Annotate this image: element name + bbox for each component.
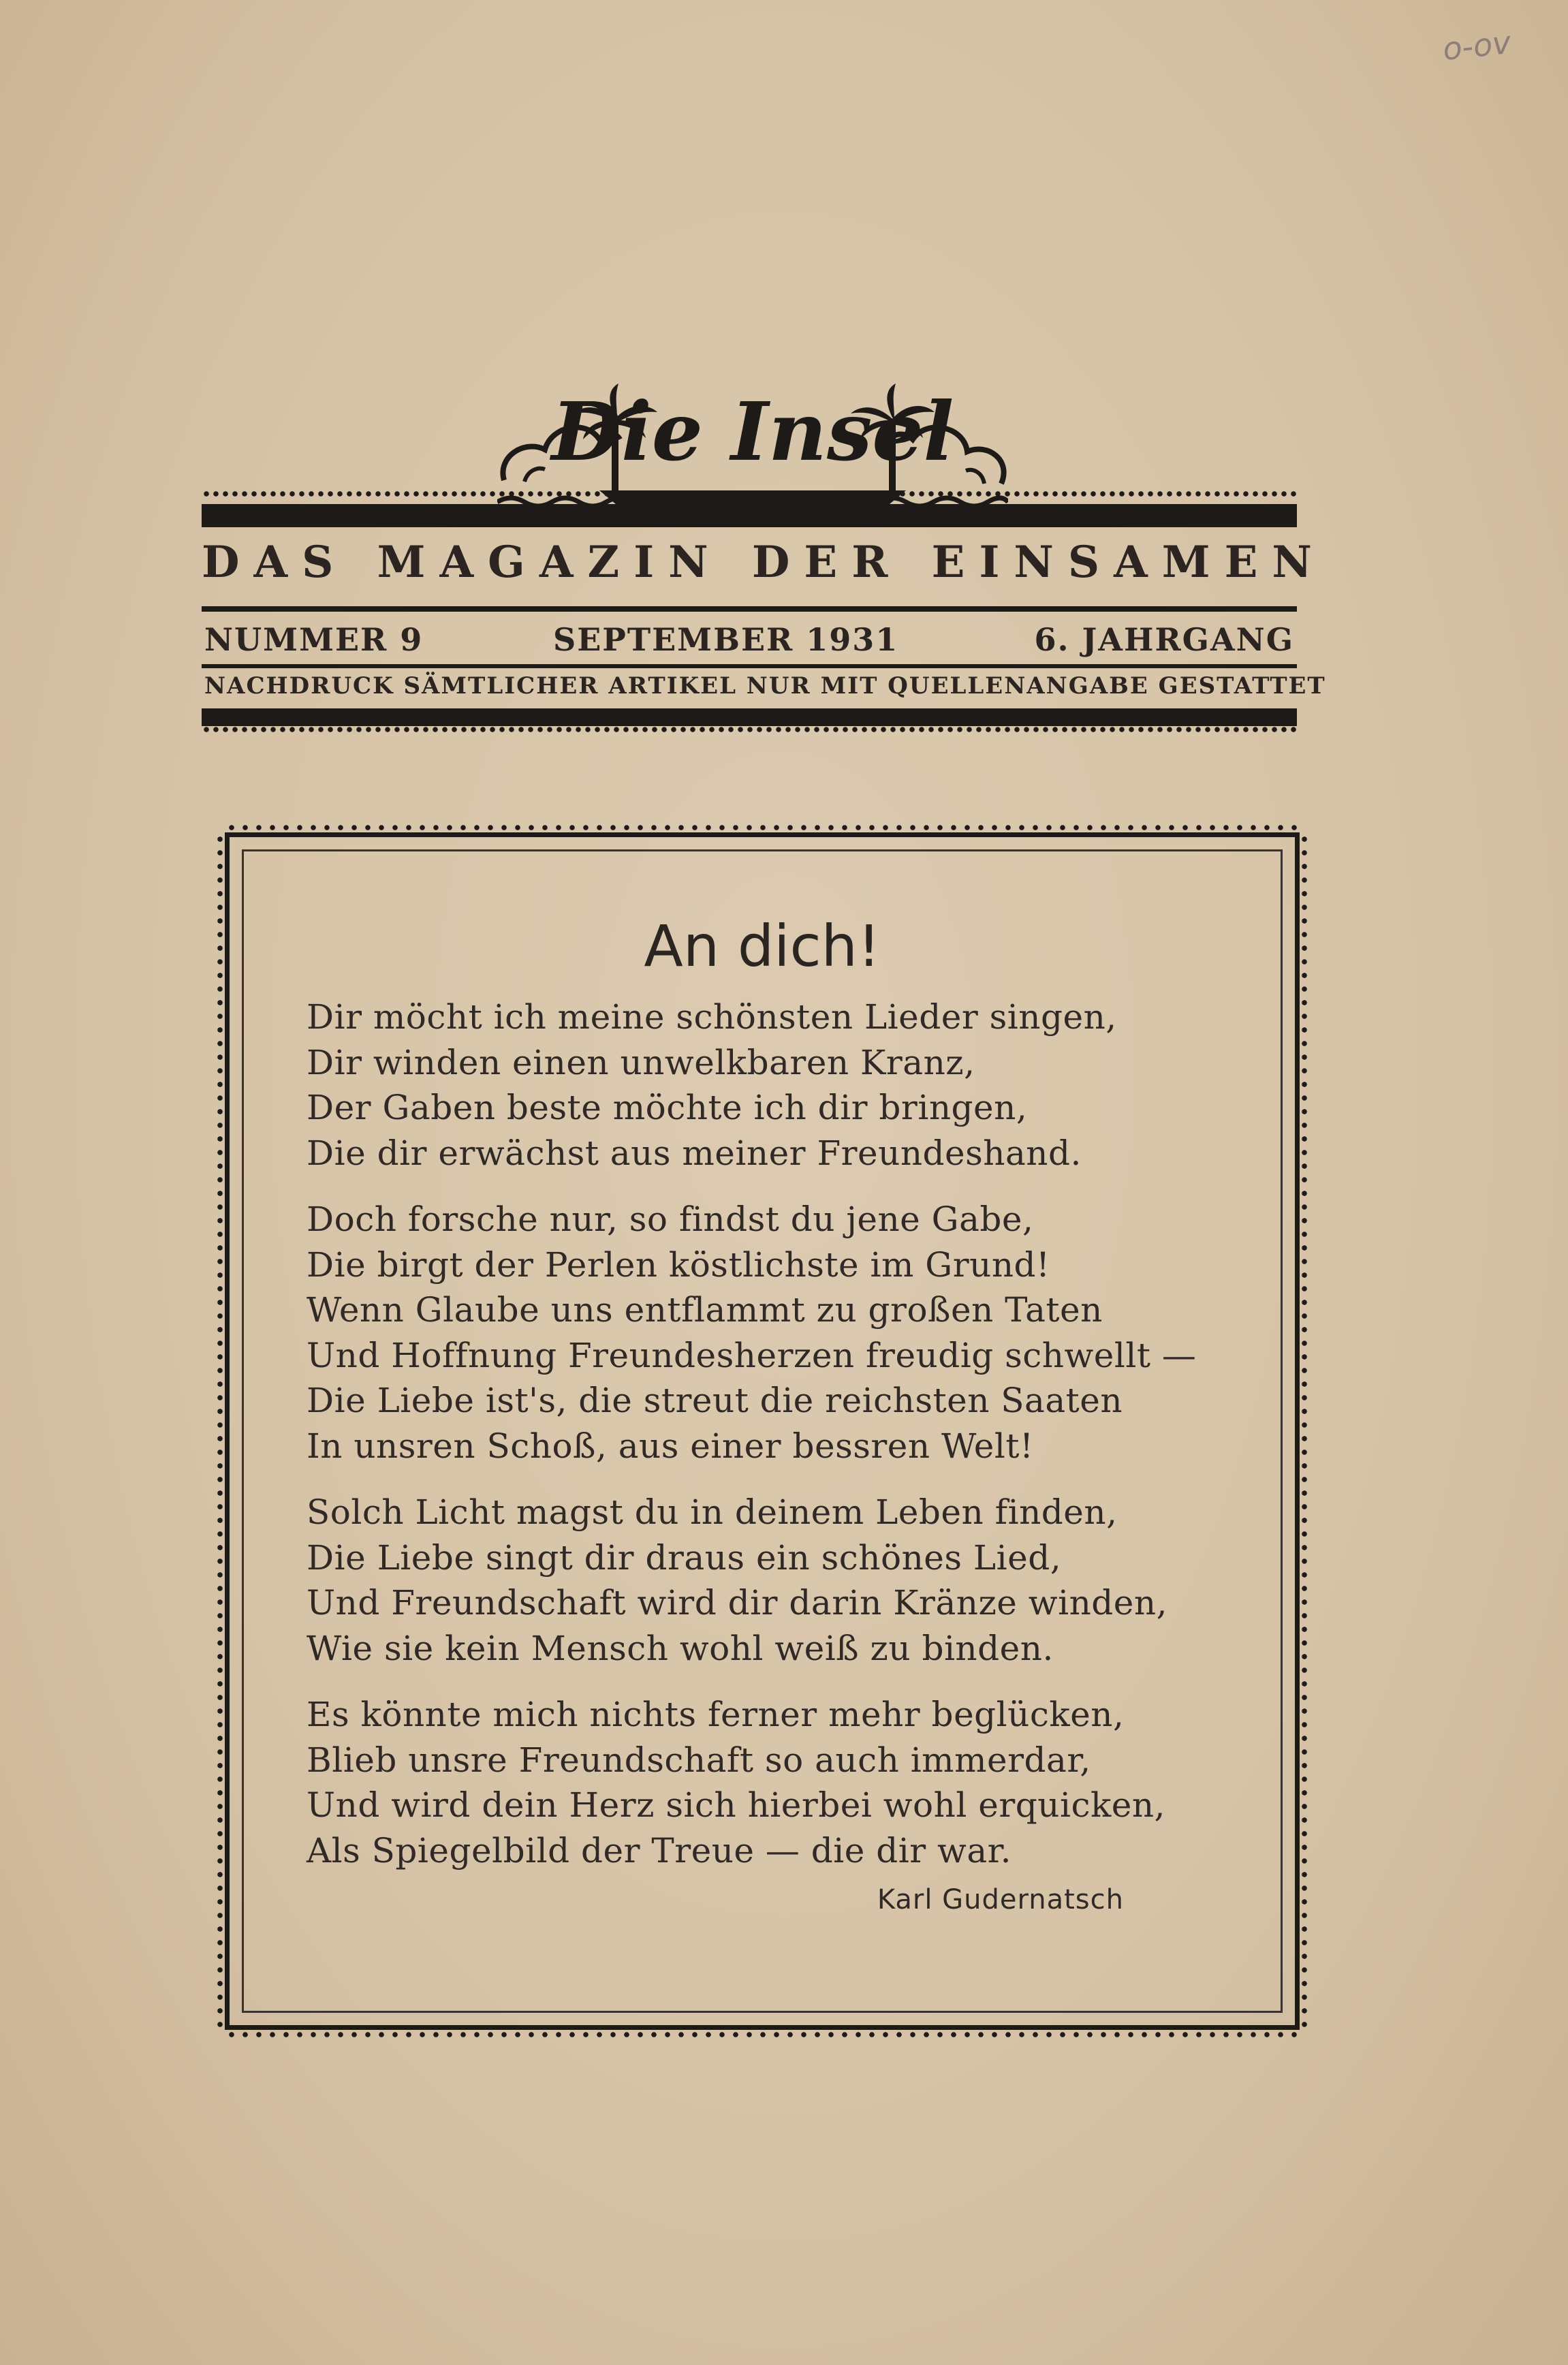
poem-line: Die Liebe singt dir draus ein schönes Lied, — [307, 1537, 1062, 1578]
poem-line: Und Freundschaft wird dir darin Kränze winden, — [307, 1583, 1167, 1623]
issue-volume: 6. JAHRGANG — [1034, 621, 1294, 658]
frame-dotted-edge-top — [225, 824, 1300, 831]
svg-text:Die Insel: Die Insel — [551, 384, 954, 479]
poem-title: An dich! — [644, 913, 881, 980]
issue-date: SEPTEMBER 1931 — [553, 621, 899, 658]
heavy-rule — [202, 708, 1297, 726]
poem-stanza-2 — [307, 1197, 1246, 1469]
poem-line: Solch Licht magst du in deinem Leben finden, — [307, 1492, 1118, 1532]
issue-number: NUMMER 9 — [204, 621, 424, 658]
frame-dotted-edge-bottom — [225, 2031, 1300, 2038]
poem-line: Wenn Glaube uns entflammt zu großen Taten — [307, 1290, 1103, 1330]
poem-stanza-1 — [307, 994, 1246, 1176]
poem-stanza-3 — [307, 1490, 1246, 1671]
poem-line: In unsren Schoß, aus einer bessren Welt! — [307, 1426, 1034, 1466]
poem-line: Wie sie kein Mensch wohl weiß zu binden. — [307, 1628, 1054, 1668]
frame-dotted-edge-right — [1301, 832, 1308, 2030]
poem-line: Die birgt der Perlen köstlichste im Grund! — [307, 1244, 1050, 1285]
reprint-notice: NACHDRUCK SÄMTLICHER ARTIKEL NUR MIT QUELLENANGABE GESTATTET — [204, 672, 1326, 700]
thin-rule — [202, 606, 1297, 612]
dotted-rule — [202, 726, 1297, 733]
poem-line: Die Liebe ist's, die streut die reichsten Saaten — [307, 1381, 1123, 1420]
poem-author: Karl Gudernatsch — [877, 1884, 1124, 1915]
poem-line: Die dir erwächst aus meiner Freundeshand. — [307, 1133, 1082, 1173]
poem-line: Dir möcht ich meine schönsten Lieder singen, — [307, 997, 1117, 1037]
magazine-subtitle: DAS MAGAZIN DER EINSAMEN — [202, 537, 1326, 588]
frame-dotted-edge-left — [217, 832, 223, 2030]
poem-line: Der Gaben beste möchte ich dir bringen, — [307, 1088, 1028, 1127]
poem-line: Als Spiegelbild der Treue — die dir war. — [307, 1830, 1012, 1870]
dotted-rule — [202, 490, 1297, 497]
pencil-note: o-ov — [1441, 23, 1513, 68]
poem-line: Doch forsche nur, so findst du jene Gabe, — [307, 1200, 1034, 1239]
poem-line: Blieb unsre Freundschaft so auch immerdar, — [307, 1740, 1091, 1780]
thin-rule — [202, 664, 1297, 668]
poem-line: Dir winden einen unwelkbaren Kranz, — [307, 1042, 975, 1082]
die-insel-logo — [497, 324, 1008, 528]
heavy-rule — [202, 504, 1297, 527]
poem-body — [307, 994, 1246, 1894]
poem-stanza-4 — [307, 1692, 1246, 1873]
poem-line: Es könnte mich nichts ferner mehr beglücken, — [307, 1695, 1125, 1734]
poem-line: Und wird dein Herz sich hierbei wohl erquicken, — [307, 1785, 1165, 1825]
poem-line: Und Hoffnung Freundesherzen freudig schwellt — — [307, 1335, 1197, 1375]
